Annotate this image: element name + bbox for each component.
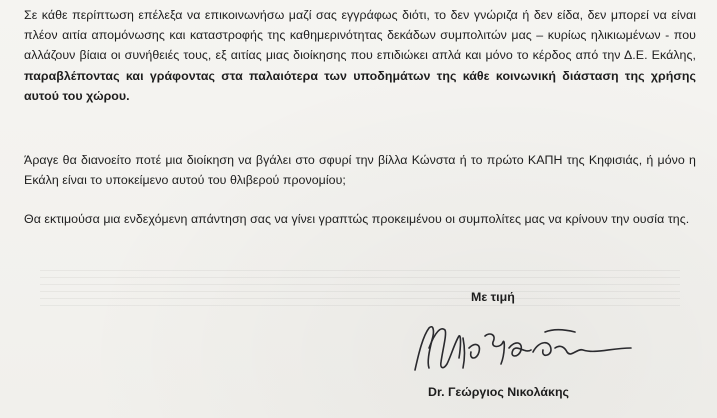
paper-bleed-through <box>40 270 680 306</box>
letter-paragraph-3: Θα εκτιμούσα μια ενδεχόμενη απάντηση σας να γίνει γραπτώς προκειμένου οι συμπολίτες μας να κρίνουν την ουσία της. <box>24 212 690 226</box>
paragraph-1-text: Σε κάθε περίπτωση επέλεξα να επικοινωνήσω μαζί σας εγγράφως διότι, το δεν γνώριζα ή δεν είδα, δεν μπορεί να είναι πλέον αιτία απομόνωσης και καταστροφής της καθημερινότητας δεκάδων συμπολιτών μας – κυρίως ηλικιωμένων - που αλλάζουν βίαια οι συνήθειές τους, εξ αιτίας μιας διοίκησης που επιδιώκει απλά και μόνο το κέρδος από την Δ.Ε. Εκάλης, <box>24 8 696 63</box>
paragraph-1-bold-text: παραβλέποντας και γράφοντας στα παλαιότερα των υποδημάτων της κάθε κοινωνική διάσταση της χρήσης αυτού του χώρου. <box>24 68 696 103</box>
signature-name: Dr. Γεώργιος Νικολάκης <box>428 385 569 399</box>
closing-salutation: Με τιμή <box>471 290 515 304</box>
letter-paragraph-2: Άραγε θα διανοείτο ποτέ μια διοίκηση να βγάλει στο σφυρί την βίλλα Κώνστα ή το πρώτο ΚΑΠΗ της Κηφισιάς, ή μόνο η Εκάλη είναι το υποκείμενο αυτού του θλιβερού προνομίου; <box>24 153 696 188</box>
handwritten-signature-icon <box>405 318 645 384</box>
letter-paragraph-1 <box>24 5 696 106</box>
